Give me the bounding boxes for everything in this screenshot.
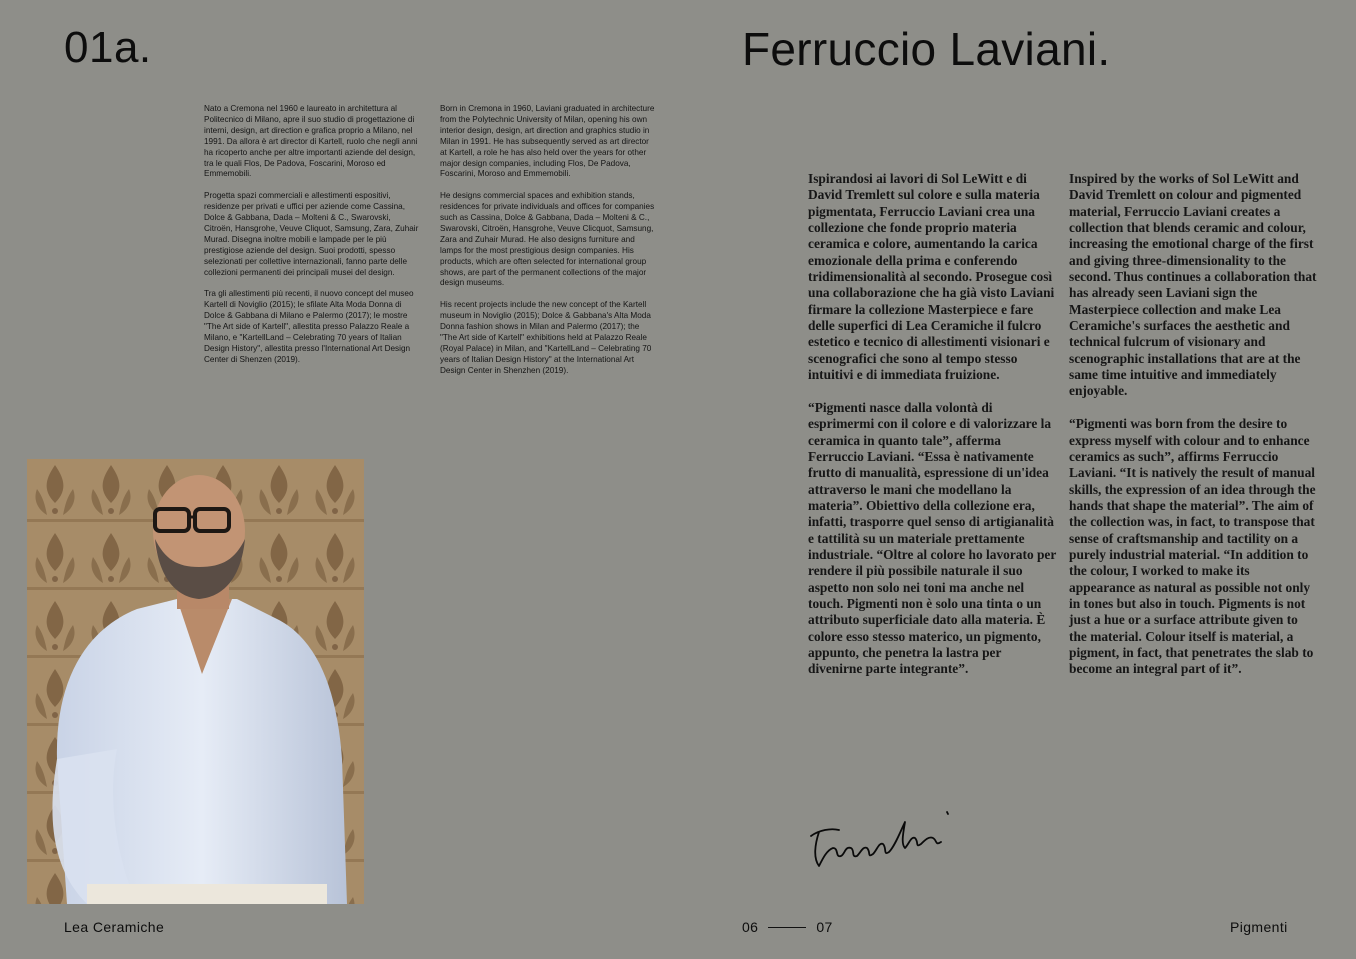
- essay-paragraph: “Pigmenti was born from the desire to express myself with colour and to enhance ceramics as such”, affirms Ferruccio Laviani. “It is natively the result of manual skills, the expression of an idea through the hands that shape the material”. The aim of the collection was, in fact, to transpose that sense of craftsmanship and tactility on a purely industrial material. “In addition to the colour, I worked to make its appearance as natural as possible not only in tones but also in touch. Pigments is not just a hue or a surface attribute given to the material. Colour itself is material, a pigment, in fact, that penetrates the slab to become an integral part of it”.: [1069, 416, 1316, 677]
- bio-italian-column: [204, 104, 420, 377]
- essay-paragraph: Inspired by the works of Sol LeWitt and David Tremlett on colour and pigmented material, Ferruccio Laviani creates a collection that blends ceramic and colour, increasing the emotional charge of the first and giving three-dimensionality to the second. Thus continues a collaboration that has already seen Laviani sign the Masterpiece collection and make Lea Ceramiche's surfaces the aesthetic and technical fulcrum of visionary and scenographic installations that are at the same time intuitive and immediately enjoyable.: [1069, 171, 1317, 399]
- bio-english-column: [440, 104, 656, 388]
- bio-paragraph: He designs commercial spaces and exhibition stands, residences for private individuals and offices for companies such as Cassina, Dolce & Gabbana, Dada – Molteni & C., Swarovski, Citroën, Hansgrohe, Veuve Clicquot, Samsung, Zara and Zuhair Murad. He also designs furniture and lamps for the most prestigious design companies. His products, which are often selected for international group shows, are part of the permanent collections of the major design museums.: [440, 191, 655, 288]
- page-number-left: 06: [742, 919, 759, 935]
- bio-paragraph: Born in Cremona in 1960, Laviani graduated in architecture from the Polytechnic University of Milan, opening his own interior design, design, art direction and graphics studio in Milan in 1991. He has subsequently served as art director at Kartell, a role he has also held over the years for other major design companies, including Flos, De Padova, Foscarini, Moroso and Emmemobili.: [440, 104, 655, 179]
- page-number-right: 07: [816, 919, 833, 935]
- essay-english-column: [1069, 171, 1319, 694]
- bio-paragraph: Nato a Cremona nel 1960 e laureato in architettura al Politecnico di Milano, apre il suo studio di progettazione di interni, design, art direction e grafica proprio a Milano, nel 1991. Da allora è art director di Kartell, ruolo che negli anni ha ricoperto anche per altre importanti aziende del design, tra le quali Flos, De Padova, Foscarini, Moroso ed Emmemobili.: [204, 104, 418, 179]
- section-number: 01a.: [64, 23, 152, 72]
- bio-paragraph: Tra gli allestimenti più recenti, il nuovo concept del museo Kartell di Noviglio (2015); le sfilate Alta Moda Donna di Dolce & Gabbana di Milano e Palermo (2017); le mostre "The Art side of Kartell", allestita presso Palazzo Reale a Milano, e "KartellLand – Celebrating 70 years of Italian Design History", allestita presso l'International Art Design Center di Shenzen (2019).: [204, 289, 414, 364]
- page-number-divider: [768, 927, 806, 928]
- signature-icon: [805, 800, 955, 872]
- bio-paragraph: Progetta spazi commerciali e allestimenti espositivi, residenze per privati e uffici per aziende come Cassina, Dolce & Gabbana, Dada – Molteni & C., Swarovski, Citroën, Hansgrohe, Veuve Cliquot, Samsung, Zara, Zuhair Murad. Disegna inoltre mobili e lampade per le più prestigiose aziende del design. Suoi prodotti, spesso selezionati per collettive internazionali, fanno parte delle collezioni permanenti dei principali musei del design.: [204, 191, 419, 277]
- essay-paragraph: Ispirandosi ai lavori di Sol LeWitt e di David Tremlett sul colore e sulla materia pigmentata, Ferruccio Laviani crea una collezione che fonde proprio materia ceramica e colore, aumentando la carica emozionale della prima e conferendo tridimensionalità al secondo. Prosegue così una collaborazione che ha già visto Laviani firmare la collezione Masterpiece e fare delle superfici di Lea Ceramiche il fulcro estetico e tecnico di allestimenti visionari e scenografici che sono al tempo stesso intuitivi e di immediata fruizione.: [808, 171, 1055, 383]
- designer-name: Ferruccio Laviani.: [742, 23, 1111, 75]
- page-numbers: [742, 918, 833, 936]
- footer-brand: Lea Ceramiche: [64, 919, 165, 935]
- designer-portrait: [27, 459, 364, 904]
- essay-paragraph: “Pigmenti nasce dalla volontà di esprimermi con il colore e di valorizzare la ceramica in quanto tale”, afferma Ferruccio Laviani. “Essa è nativamente frutto di manualità, espressione di un'idea attraverso le mani che modellano la materia”. Obiettivo della collezione era, infatti, trasporre quel senso di artigianalità e tattilità su un materiale prettamente industriale. “Oltre al colore ho lavorato per rendere il più possibile naturale il suo aspetto non solo nei toni ma anche nel touch. Pigmenti non è solo una tinta o un attributo superficiale dato alla materia. È colore esso stesso materico, un pigmento, appunto, che penetra la lastra per divenirne parte integrante”.: [808, 399, 1057, 677]
- essay-italian-column: [808, 171, 1058, 694]
- bio-paragraph: His recent projects include the new concept of the Kartell museum in Noviglio (2015); Dolce & Gabbana's Alta Moda Donna fashion shows in Milan and Palermo (2017); the "The Art side of Kartell" exhibitions held at Palazzo Reale (Royal Palace) in Milan, and "KartellLand – Celebrating 70 years of Italian Design History" at the International Art Design Center in Shenzhen (2019).: [440, 300, 652, 375]
- footer-collection: Pigmenti: [1230, 919, 1288, 935]
